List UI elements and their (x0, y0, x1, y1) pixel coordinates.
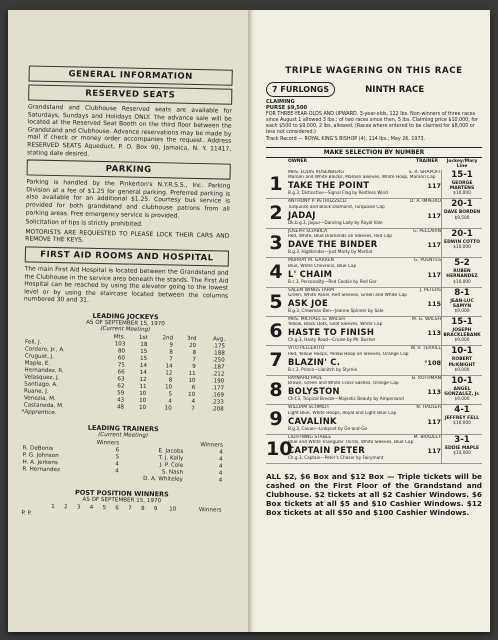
reserved-seats-text: Grandstand and Clubhouse Reserved seats are available for Saturdays, Sundays and Holidays ONLY. The advance sale will be located at the Reserved Seat Booth on the third floor between the Grandstand and Clubhouse. Advance reservations may be made by mail if check or money order accompanies the request. Address RESERVED SEATS Aqueduct, P. O. Box 90, Jamaica, N. Y. 11417, stating date desired. (26, 103, 233, 158)
table-cell: 10 (187, 391, 196, 398)
morning-line-odds: 4-1 (454, 405, 470, 416)
parking-heading: PARKING (27, 160, 231, 180)
silks-description: Maroon and White Blocks, Maroon Sleeves, White Hoop, Maroon Cap (288, 175, 436, 181)
table-cell: .233 (211, 399, 224, 406)
first-aid-text: The main First Aid Hospital is located between the Grandstand and the Clubhouse in the service area beneath the stands. The First Aid Hospital can be reached by using the elevator going to the lowest level or by using the staircase located between the columns numbered 30 and 31. (23, 265, 229, 305)
silks-description: Red, White, Blue Diamonds on Sleeves, Red Cap (288, 234, 392, 240)
trainer-name: D. A. IMPERIO (410, 199, 441, 205)
jockey-name: EDDIE MAPLE (444, 445, 480, 451)
owner-name: JOSEPH SCIABICA (288, 228, 328, 234)
horse-line (288, 239, 441, 249)
owner-name: SALEM WINGS FARM (288, 287, 334, 293)
horse-line (288, 210, 441, 220)
jockey-name: ROBERT McKNIGHT (448, 357, 476, 368)
table-cell: 10 (138, 404, 147, 411)
entry-row (266, 405, 482, 434)
table-cell: 5 (115, 454, 120, 461)
claiming-price: $10,000 (453, 421, 471, 427)
trainer-name: M. G. WALSH (411, 316, 441, 322)
claiming-price: $9,500 (454, 215, 470, 221)
owner-name: VITO PELLERITO (288, 346, 325, 352)
table-cell: 20 (189, 342, 197, 349)
race-name: NINTH RACE (365, 84, 425, 95)
morning-line-odds: 15-1 (451, 170, 473, 180)
table-cell: P. G. Johnson (22, 452, 59, 460)
table-cell: 59 (117, 390, 125, 397)
table-cell: 15 (140, 348, 148, 355)
entry-details (286, 435, 441, 463)
owner-name: ANTHONY P. PETRUZZELLI (288, 199, 347, 205)
jockeys-footnote: *Apprentice. (21, 409, 57, 416)
table-cell: 9 (192, 363, 196, 370)
program-number: 3 (269, 231, 283, 254)
table-cell: 9 (169, 342, 174, 349)
trainer-name: J. PETERS (419, 287, 441, 293)
table-header-cell: 4 (89, 504, 94, 511)
table-cell: 8 (192, 349, 197, 356)
claiming-price: $9,000 (454, 308, 470, 314)
table-cell: 10 (139, 390, 147, 397)
table-cell: 6 (191, 384, 196, 391)
program-number: 9 (269, 408, 283, 431)
jockeys-date: AS OF SEPTEMBER 15, 1970 (86, 319, 165, 328)
program-number: 10 (266, 437, 293, 460)
entry-odds-panel (441, 405, 482, 433)
entry-details (286, 346, 441, 374)
entry-row (266, 199, 482, 228)
table-header-cell: 3 (76, 504, 81, 511)
entry-details (286, 258, 441, 286)
entry-odds-panel (441, 199, 482, 227)
owner-name: RAYNARD PAUL (288, 375, 323, 381)
entry-row (266, 317, 482, 346)
horse-name: L' CHAIM (288, 268, 333, 279)
tips-text: Solicitation of tips is strictly prohibited. (25, 218, 143, 228)
table-cell: 4 (115, 468, 119, 475)
owner-name: WILLIAM SCHMIDT (288, 405, 330, 411)
horse-name: JADAJ (288, 209, 316, 220)
trainer-name: B. ROTHMAN (411, 375, 441, 381)
table-cell: J. P. Cole (159, 462, 184, 469)
jockey-name: DAVE BORDEN (443, 210, 481, 216)
table-cell: 4 (219, 449, 223, 456)
jockey-name: JOSEPH BRACKLEBANK (443, 327, 481, 339)
entry-odds-panel (441, 258, 482, 286)
table-cell: 63 (117, 376, 125, 383)
table-cell: .175 (212, 343, 226, 350)
table-cell: 6 (115, 447, 120, 454)
program-number: 5 (269, 290, 283, 313)
table-header-cell: 6 (115, 505, 119, 512)
table-cell: 48 (116, 404, 125, 411)
table-header-cell: 2 (63, 504, 68, 511)
selection-bar: MAKE SELECTION BY NUMBER (266, 147, 482, 158)
horse-line (288, 445, 441, 455)
table-cell: T. J. Kelly (158, 455, 184, 462)
table-cell (108, 512, 121, 519)
table-cell: 7 (192, 356, 196, 363)
general-information-heading: GENERAL INFORMATION (29, 65, 233, 85)
table-cell: 10 (164, 405, 172, 412)
horse-name: CAPTAIN PETER (288, 444, 365, 455)
trainer-name: S. R. SHAPOFF (408, 170, 441, 175)
trainer-name: M. BRADLEY (413, 434, 441, 440)
table-cell: Cruguet, J. (24, 353, 55, 360)
horse-weight: 115 (427, 299, 441, 308)
table-header-cell: 1st (138, 334, 148, 341)
claiming-price: $10,000 (453, 191, 471, 197)
horse-weight: 117 (427, 211, 441, 220)
entry-row (266, 346, 482, 375)
horse-name: ASK JOE (288, 297, 328, 308)
table-cell (178, 514, 223, 522)
table-cell: Hernandez, R. (24, 367, 64, 375)
race-info (266, 82, 482, 97)
trainer-name: G. PELLARIN (413, 228, 441, 234)
table-cell: Venezia, M. (23, 395, 56, 402)
table-cell: Castaneda, M. (23, 402, 64, 410)
post-position-date: AS OF SEPTEMBER 15, 1970 (82, 496, 162, 505)
horse-weight: 117 (427, 241, 441, 250)
table-cell: .212 (211, 371, 225, 378)
table-cell: 4 (219, 456, 223, 463)
claiming-price: $10,000 (453, 279, 471, 285)
table-header-cell: Winners (96, 439, 120, 447)
morning-line-odds: 20-1 (451, 199, 473, 210)
table-header-cell: Winners (200, 441, 223, 449)
table-cell: 60 (117, 355, 126, 362)
table-cell (133, 513, 146, 520)
table-cell: .188 (212, 350, 225, 357)
table-cell: 10 (139, 397, 147, 404)
table-cell: 4 (191, 398, 196, 405)
horse-weight: 117 (427, 417, 441, 426)
track-record: Track Record — ROYAL KING'S BISHOP (4), 114 lbs.; May 26, 1973. (266, 137, 426, 142)
jockey-name: JEFFREY FELL (444, 416, 480, 422)
entry-row (266, 435, 482, 464)
breeding-line: Ch.g.3, Hasty Road—Cruise by Mr. Busher (288, 337, 376, 343)
jockey-name: GEORGE MARTENS (449, 181, 475, 192)
breeding-line: Dk.b.g.3, Jaipur—Dancing Lady by Royal Vale (288, 219, 383, 225)
table-cell: 14 (165, 363, 173, 370)
program-number: 6 (269, 319, 283, 342)
table-cell: 14 (139, 362, 148, 369)
morning-line-odds: 5-2 (454, 258, 470, 269)
claiming-price: $9,000 (454, 397, 470, 403)
entry-row (266, 229, 482, 258)
horse-line (288, 416, 441, 426)
table-cell: 10 (164, 384, 173, 391)
table-header-cell: Avg. (212, 336, 226, 343)
jockey-name: ANGEL GONZALEZ, Jr. (444, 386, 480, 397)
entry-row (266, 170, 482, 199)
entry-details (286, 199, 441, 227)
horse-name: DAVE THE BINDER (288, 239, 378, 250)
table-cell (146, 513, 159, 520)
horse-line (288, 327, 441, 337)
morning-line-odds: 10-1 (451, 346, 473, 357)
reserved-seats-heading: RESERVED SEATS (28, 84, 232, 104)
table-cell: 4 (115, 461, 119, 468)
table-cell: 11 (139, 383, 147, 390)
booklet-fold (248, 10, 256, 632)
program-number: 8 (269, 378, 283, 401)
jockey-name: JEAN-LUC SAMYN (450, 298, 474, 309)
silks-description: Brown, Green and White Cross Sashes, Orange Cap (288, 381, 399, 387)
horse-name: BLAZIN' C. (288, 356, 341, 367)
jockey-name: EDWIN COTTO (444, 239, 480, 245)
table-cell: 62 (117, 383, 125, 390)
horse-weight: 117 (427, 446, 441, 455)
parking-text: Parking is handled by the Pinkerton's N.Y.R.S.S., Inc. Parking Division at a fee of $1.25 for general parking. Preferred parking is also available for an additional $1.25. Courtesy bus service is provided for both grandstand and clubhouse patrons from all parking areas. Free emergency service is provided. (25, 178, 231, 220)
horse-line (288, 386, 441, 396)
horse-name: TAKE THE POINT (288, 180, 370, 191)
table-cell: 75 (117, 362, 125, 369)
silks-description: Blue and White Triangular Thirds, White Sleeves, Blue Cap (288, 439, 414, 445)
horse-weight: 117 (427, 182, 441, 191)
morning-line-odds: 3-1 (454, 434, 470, 445)
table-cell (57, 511, 70, 518)
triple-cashing-note: ALL $2, $6 Box and $12 Box — Triple tickets will be cashed on the First Floor of the Grandstand and Clubhouse. $2 tickets at all $2 Cashier Windows. $6 Box tickets at all $5 and $10 Cashier Windows. $12 Box tickets at all $50 and $100 Cashier Windows. (266, 471, 482, 517)
table-cell: 4 (168, 398, 172, 405)
table-cell: R. Hernandez (22, 466, 60, 474)
program-number: 7 (269, 349, 283, 372)
breeding-line: B.g.3, Crewman Ben—Jeanne Spinner by Sale (288, 307, 384, 313)
trainer-name: N. HADLER (416, 405, 441, 411)
triple-wagering-heading: TRIPLE WAGERING ON THIS RACE (285, 66, 463, 76)
table-cell: 18 (140, 341, 148, 348)
table-cell: 12 (165, 370, 173, 377)
claiming-price: $10,000 (453, 244, 471, 250)
table-cell: S. Nash (161, 469, 184, 476)
entry-odds-panel (441, 346, 482, 374)
left-page (8, 10, 248, 632)
owner-name: MRS. MICHAEL G. WALSH (288, 316, 345, 322)
right-page (256, 10, 490, 632)
claiming-price: $9,000 (454, 338, 470, 344)
entry-details (286, 170, 441, 198)
table-header-cell: 10 (169, 506, 177, 513)
trainer-name: G. PUENTES (413, 258, 441, 264)
claiming-price: $10,000 (453, 450, 471, 456)
motorists-text: MOTORISTS ARE REQUESTED TO PLEASE LOCK THEIR CARS AND REMOVE THE KEYS. (25, 228, 230, 244)
table-cell: 14 (139, 369, 147, 376)
table-cell: 66 (117, 369, 125, 376)
table-cell: 4 (218, 463, 223, 470)
table-cell: D. A. Whiteley (143, 475, 183, 483)
table-cell: 11 (188, 370, 196, 377)
table-cell (82, 512, 95, 519)
entry-details (286, 229, 441, 257)
table-cell: R. DeBonis (22, 445, 54, 452)
horse-weight: 117 (427, 270, 441, 279)
horse-weight: °108 (424, 358, 441, 367)
breeding-line: B.g.3, Highbinder—Just Marty by Martial (288, 249, 373, 255)
claiming-price: $9,000 (454, 367, 470, 373)
claiming-label: CLAIMING (266, 99, 295, 105)
table-cell: 8 (168, 377, 173, 384)
table-cell: Fell, J. (24, 339, 42, 346)
breeding-line: Ch.f.3, Tropical Breeze—Majestic Beauty by Ampersand (288, 396, 404, 402)
jockeys-meeting: (Current Meeting) (100, 325, 151, 333)
program-number: 1 (269, 173, 283, 195)
table-cell: E. Jacobs (158, 448, 184, 455)
table-cell (20, 473, 81, 481)
trainer-name: W. V. TERRILL (410, 346, 441, 352)
table-cell (44, 511, 57, 518)
silks-description: Yellow, Black Dots, Gold Sleeves, White Cap (288, 322, 383, 328)
table-header-cell: 7 (128, 505, 132, 512)
table-header-cell: 8 (140, 505, 145, 512)
entry-row (266, 258, 482, 287)
table-cell: Maple, E. (24, 360, 51, 367)
post-position-title: POST POSITION WINNERS (74, 488, 169, 499)
entries-list (266, 170, 482, 464)
owner-column-label: OWNER (288, 159, 308, 164)
horse-weight: 113 (427, 329, 441, 338)
horse-line (288, 180, 441, 190)
table-cell: 8 (169, 349, 173, 356)
entry-odds-panel (441, 288, 482, 316)
entry-odds-panel (441, 170, 482, 198)
distance-badge: 7 FURLONGS (266, 82, 335, 97)
table-cell (121, 512, 134, 519)
table-cell: .190 (211, 378, 225, 385)
table-cell: 43 (116, 397, 125, 404)
post-position-table (19, 503, 223, 521)
table-cell: .208 (211, 406, 224, 413)
race-conditions: FOR THREE-YEAR-OLDS AND UPWARD. 3-year-olds, 122 lbs. Non-winners of three races since August 1 allowed 3 lbs.; of two races since then, 5 lbs. Claiming price $10,000; for each $500 to $9,000, 2 lbs. allowed. (Races where entered to be claimed for $8,000 or less not considered.) (266, 112, 478, 135)
program-number: 4 (269, 261, 283, 284)
breeding-line: B.g.3, Cavan—Linkpost by Go-and-Go (288, 425, 368, 431)
table-header-cell: 1 (51, 503, 55, 510)
table-cell (95, 512, 108, 519)
entry-row (266, 288, 482, 317)
first-aid-heading: FIRST AID ROOMS AND HOSPITAL (25, 246, 229, 266)
horse-name: CAVALINK (288, 415, 337, 426)
silks-description: Blue, White Chevrons, Blue Cap (288, 263, 357, 269)
morning-line-odds: 15-1 (451, 316, 473, 327)
table-cell: 103 (114, 341, 126, 348)
breeding-line: B.c.3, Prince—Llanitch by Stymie (288, 366, 358, 372)
purse-label: PURSE $9,500 (266, 105, 308, 111)
table-cell: 80 (117, 348, 126, 355)
morning-line-odds: 20-1 (451, 228, 473, 239)
table-cell: Velasquez, J. (24, 374, 60, 382)
silks-description: Light Blue, White Hoops, Royal and Light Blue Cap (288, 410, 397, 416)
table-cell: Cordero, Jr., A. (24, 346, 65, 354)
trainer-column-label: TRAINER (416, 159, 438, 164)
entry-details (286, 376, 441, 404)
silks-description: Red, Yellow Hoops, Yellow Hoop on Sleeves, Orange Cap (288, 351, 409, 357)
table-cell: 7 (191, 405, 195, 412)
entry-odds-panel (441, 317, 482, 345)
table-cell: .169 (211, 392, 225, 399)
entry-odds-panel (441, 229, 482, 257)
entry-row (266, 376, 482, 405)
horse-line (288, 298, 441, 308)
jockey-column-label: Jockey/Mary Line (446, 159, 478, 169)
column-headings (266, 158, 482, 170)
table-cell: 5 (168, 391, 173, 398)
trainers-body (20, 445, 225, 484)
table-cell: 10 (188, 377, 196, 384)
horse-weight: 113 (427, 388, 441, 397)
table-header-cell: Mts. (113, 334, 126, 341)
horse-name: BOLYSTON (288, 386, 340, 397)
table-header-cell: Winners (198, 506, 222, 514)
table-cell: H. A. Jerkens (22, 459, 58, 467)
entry-details (286, 405, 441, 433)
table-cell: .187 (212, 364, 225, 371)
table-cell: 12 (139, 376, 147, 383)
table-header-cell: 5 (102, 504, 107, 512)
trainers-table (20, 438, 225, 484)
table-cell (81, 475, 120, 483)
entry-odds-panel (441, 435, 482, 463)
owner-name: MRS. LOUIS ROSENBERG (288, 170, 344, 175)
table-cell: 7 (169, 356, 173, 363)
silks-description: Turquoise and Black Diamond, Turquoise Cap (288, 204, 385, 210)
entry-odds-panel (441, 376, 482, 404)
program-booklet (8, 10, 490, 632)
table-cell: Ruane, J. (23, 388, 49, 395)
table-cell (69, 511, 82, 518)
horse-line (288, 357, 441, 367)
table-header-cell: 2nd (162, 335, 174, 342)
table-cell: P. P. (21, 510, 32, 517)
table-cell: .177 (211, 385, 225, 392)
table-cell: Santiago, A. (24, 381, 58, 389)
table-cell: 15 (139, 355, 148, 362)
breeding-line: B.g.3, Distinctive—Signal Flag by Restless Wind (288, 190, 388, 196)
trainers-meeting: (Current Meeting) (98, 431, 149, 439)
breeding-line: Ch.g.3, Captain—Peter's Chaser by Fairymant (288, 454, 384, 460)
jockeys-table (22, 332, 228, 413)
table-cell (159, 513, 178, 520)
table-cell: 4 (218, 477, 223, 484)
breeding-line: B.c.3, Personality—Red Cookie by Red Gor (288, 278, 377, 284)
morning-line-odds: 8-1 (454, 287, 470, 298)
trainers-title: LEADING TRAINERS (87, 423, 159, 434)
horse-name: HASTE TO FINISH (288, 327, 375, 338)
jockeys-title: LEADING JOCKEYS (92, 311, 159, 322)
table-cell: 4 (218, 470, 223, 477)
silks-description: Green, White Panel, Red Sleeves, Green and White Cap (288, 292, 407, 298)
table-header-cell: 9 (153, 506, 158, 513)
table-header-cell: 3rd (186, 335, 197, 342)
entry-details (286, 288, 441, 316)
program-number: 2 (269, 202, 283, 225)
entry-details (286, 317, 441, 345)
jockey-name: RUBEN HERNANDEZ (446, 269, 478, 280)
owner-name: MURRAY M. GARREN (288, 258, 334, 264)
table-cell: .250 (212, 357, 225, 364)
jockeys-body (22, 339, 227, 413)
owner-name: LIGHTNING STABLE (288, 434, 332, 440)
morning-line-odds: 10-1 (451, 375, 473, 386)
horse-line (288, 269, 441, 279)
